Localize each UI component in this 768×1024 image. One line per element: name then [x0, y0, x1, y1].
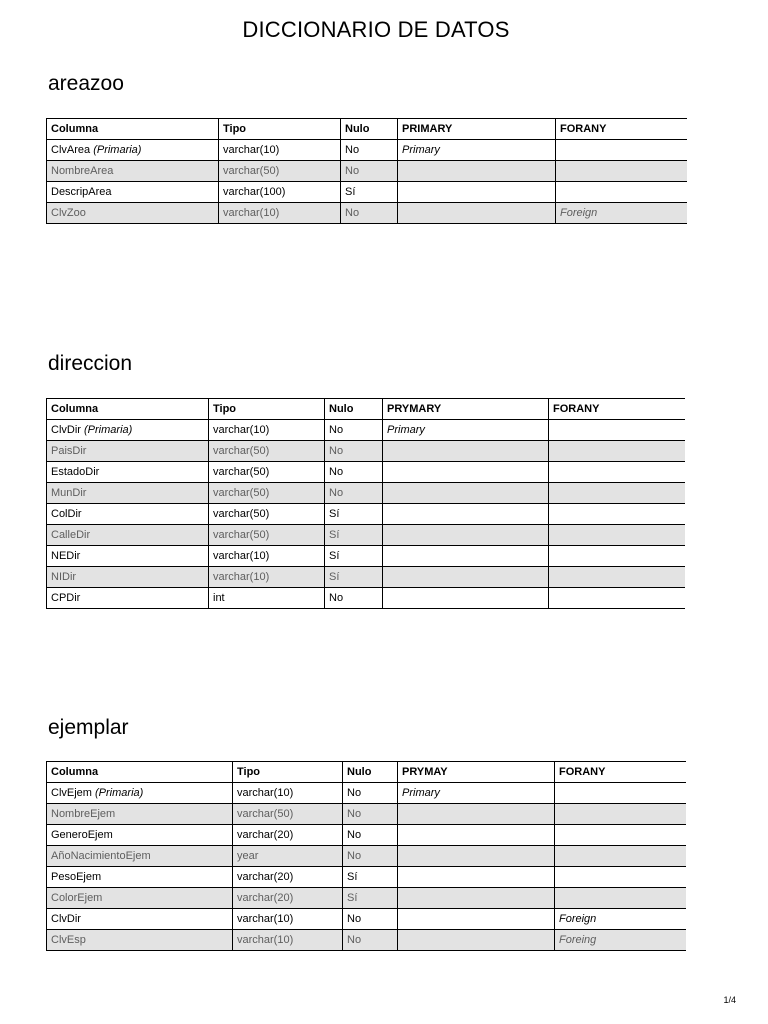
- column-header: Nulo: [343, 762, 398, 783]
- cell-type: varchar(10): [209, 567, 325, 588]
- cell-nullable: No: [343, 846, 398, 867]
- cell-column-name: [47, 182, 219, 203]
- cell-primary: [398, 825, 555, 846]
- cell-primary: [398, 930, 555, 951]
- column-header: Nulo: [325, 399, 383, 420]
- cell-nullable: No: [341, 161, 398, 182]
- cell-nullable: No: [341, 203, 398, 224]
- cell-nullable: Sí: [343, 867, 398, 888]
- cell-column-name: [47, 161, 219, 182]
- cell-nullable: No: [343, 825, 398, 846]
- column-name: CPDir: [51, 592, 81, 604]
- table-row: [47, 846, 686, 867]
- cell-foreign: [556, 140, 687, 161]
- column-name: ClvDir: [51, 424, 81, 436]
- cell-foreign: Foreign: [556, 203, 687, 224]
- column-header: PRYMAY: [398, 762, 555, 783]
- cell-primary: [383, 441, 549, 462]
- column-name: NombreArea: [51, 165, 114, 177]
- cell-nullable: Sí: [325, 504, 383, 525]
- table-row: [47, 203, 687, 224]
- table-areazoo: [46, 118, 687, 224]
- column-header: Columna: [47, 399, 209, 420]
- cell-column-name: [47, 441, 209, 462]
- cell-nullable: No: [343, 930, 398, 951]
- cell-type: varchar(20): [233, 888, 343, 909]
- cell-primary: [398, 182, 556, 203]
- table-row: [47, 420, 685, 441]
- cell-type: varchar(20): [233, 825, 343, 846]
- table-ejemplar: [46, 761, 686, 951]
- table-row: [47, 140, 687, 161]
- cell-type: varchar(10): [219, 140, 341, 161]
- cell-primary: [383, 588, 549, 609]
- column-name: ColDir: [51, 508, 82, 520]
- column-header: Tipo: [209, 399, 325, 420]
- cell-primary: [383, 525, 549, 546]
- column-name: ClvEjem: [51, 787, 92, 799]
- cell-column-name: [47, 930, 233, 951]
- cell-column-name: [47, 140, 219, 161]
- table-direccion: [46, 398, 685, 609]
- cell-type: varchar(50): [209, 504, 325, 525]
- column-header: FORANY: [556, 119, 687, 140]
- cell-column-name: [47, 588, 209, 609]
- cell-type: varchar(10): [219, 203, 341, 224]
- cell-nullable: No: [325, 441, 383, 462]
- column-header: FORANY: [549, 399, 685, 420]
- cell-nullable: No: [343, 804, 398, 825]
- cell-type: varchar(50): [219, 161, 341, 182]
- cell-nullable: Sí: [341, 182, 398, 203]
- cell-primary: [398, 888, 555, 909]
- cell-primary: [383, 546, 549, 567]
- cell-primary: [398, 161, 556, 182]
- table-row: [47, 888, 686, 909]
- cell-type: varchar(50): [209, 462, 325, 483]
- cell-column-name: [47, 567, 209, 588]
- cell-column-name: [47, 504, 209, 525]
- column-name: NEDir: [51, 550, 81, 562]
- column-name: PesoEjem: [51, 871, 102, 883]
- section-title-ejemplar: ejemplar: [48, 716, 129, 739]
- cell-primary: [383, 504, 549, 525]
- column-name: NombreEjem: [51, 808, 116, 820]
- cell-primary: [398, 867, 555, 888]
- cell-primary: Primary: [383, 420, 549, 441]
- cell-foreign: [549, 420, 685, 441]
- cell-type: varchar(10): [209, 420, 325, 441]
- table-row: [47, 588, 685, 609]
- cell-type: varchar(10): [209, 546, 325, 567]
- table-row: [47, 804, 686, 825]
- table-header-row: [47, 399, 685, 420]
- column-header: Columna: [47, 119, 219, 140]
- column-name: EstadoDir: [51, 466, 100, 478]
- column-header: Columna: [47, 762, 233, 783]
- table-row: [47, 504, 685, 525]
- cell-foreign: [549, 588, 685, 609]
- cell-foreign: [555, 867, 686, 888]
- cell-nullable: No: [325, 462, 383, 483]
- cell-type: varchar(20): [233, 867, 343, 888]
- table-header-row: [47, 762, 686, 783]
- cell-column-name: [47, 483, 209, 504]
- cell-nullable: Sí: [325, 567, 383, 588]
- cell-primary: Primary: [398, 140, 556, 161]
- cell-type: varchar(50): [209, 441, 325, 462]
- column-header: PRIMARY: [398, 119, 556, 140]
- cell-foreign: [549, 462, 685, 483]
- column-name: ClvDir: [51, 913, 81, 925]
- table-row: [47, 909, 686, 930]
- cell-foreign: [549, 441, 685, 462]
- cell-foreign: [555, 846, 686, 867]
- cell-type: varchar(50): [209, 525, 325, 546]
- table-header-row: [47, 119, 687, 140]
- cell-nullable: No: [325, 588, 383, 609]
- cell-primary: [398, 804, 555, 825]
- cell-foreign: [549, 567, 685, 588]
- table-row: [47, 483, 685, 504]
- column-header: PRYMARY: [383, 399, 549, 420]
- column-name: CalleDir: [51, 529, 91, 541]
- column-name: ClvZoo: [51, 207, 86, 219]
- cell-foreign: [549, 483, 685, 504]
- cell-primary: [398, 909, 555, 930]
- primary-key-note: (Primaria): [84, 424, 133, 436]
- section-title-areazoo: areazoo: [48, 72, 124, 95]
- cell-foreign: [555, 804, 686, 825]
- section-title-direccion: direccion: [48, 352, 133, 375]
- cell-foreign: [555, 888, 686, 909]
- cell-column-name: [47, 888, 233, 909]
- cell-nullable: No: [341, 140, 398, 161]
- cell-foreign: [549, 546, 685, 567]
- cell-nullable: No: [343, 909, 398, 930]
- cell-nullable: Sí: [325, 525, 383, 546]
- cell-nullable: Sí: [343, 888, 398, 909]
- table-row: [47, 546, 685, 567]
- column-header: Nulo: [341, 119, 398, 140]
- cell-foreign: Foreign: [555, 909, 686, 930]
- cell-type: varchar(10): [233, 783, 343, 804]
- table-row: [47, 525, 685, 546]
- cell-foreign: [555, 825, 686, 846]
- table-row: [47, 462, 685, 483]
- cell-type: year: [233, 846, 343, 867]
- column-header: Tipo: [219, 119, 341, 140]
- cell-primary: [383, 483, 549, 504]
- cell-type: varchar(50): [233, 804, 343, 825]
- table-row: [47, 441, 685, 462]
- cell-primary: Primary: [398, 783, 555, 804]
- cell-foreign: [556, 161, 687, 182]
- document-title: DICCIONARIO DE DATOS: [242, 17, 510, 42]
- column-name: ClvArea: [51, 144, 91, 156]
- column-header: FORANY: [555, 762, 686, 783]
- cell-column-name: [47, 909, 233, 930]
- column-name: GeneroEjem: [51, 829, 113, 841]
- cell-type: varchar(100): [219, 182, 341, 203]
- table-row: [47, 567, 685, 588]
- column-name: NIDir: [51, 571, 77, 583]
- primary-key-note: (Primaria): [93, 144, 142, 156]
- column-name: DescripArea: [51, 186, 112, 198]
- cell-type: varchar(50): [209, 483, 325, 504]
- cell-column-name: [47, 546, 209, 567]
- column-name: ColorEjem: [51, 892, 103, 904]
- page-number: 1/4: [723, 995, 736, 1005]
- table-row: [47, 161, 687, 182]
- cell-primary: [398, 846, 555, 867]
- column-name: AñoNacimientoEjem: [51, 850, 151, 862]
- table-row: [47, 825, 686, 846]
- cell-foreign: [556, 182, 687, 203]
- cell-type: varchar(10): [233, 909, 343, 930]
- cell-column-name: [47, 804, 233, 825]
- column-name: MunDir: [51, 487, 87, 499]
- table-row: [47, 930, 686, 951]
- cell-foreign: [555, 783, 686, 804]
- cell-column-name: [47, 867, 233, 888]
- column-header: Tipo: [233, 762, 343, 783]
- primary-key-note: (Primaria): [95, 787, 144, 799]
- column-name: PaisDir: [51, 445, 87, 457]
- cell-primary: [383, 567, 549, 588]
- cell-nullable: No: [325, 420, 383, 441]
- column-name: ClvEsp: [51, 934, 86, 946]
- cell-column-name: [47, 462, 209, 483]
- table-row: [47, 182, 687, 203]
- cell-type: varchar(10): [233, 930, 343, 951]
- cell-primary: [383, 462, 549, 483]
- cell-type: int: [209, 588, 325, 609]
- cell-foreign: [549, 504, 685, 525]
- cell-foreign: Foreing: [555, 930, 686, 951]
- cell-column-name: [47, 846, 233, 867]
- table-row: [47, 867, 686, 888]
- cell-nullable: No: [325, 483, 383, 504]
- cell-primary: [398, 203, 556, 224]
- cell-column-name: [47, 825, 233, 846]
- cell-column-name: [47, 420, 209, 441]
- cell-column-name: [47, 525, 209, 546]
- cell-nullable: Sí: [325, 546, 383, 567]
- cell-nullable: No: [343, 783, 398, 804]
- cell-foreign: [549, 525, 685, 546]
- cell-column-name: [47, 783, 233, 804]
- cell-column-name: [47, 203, 219, 224]
- table-row: [47, 783, 686, 804]
